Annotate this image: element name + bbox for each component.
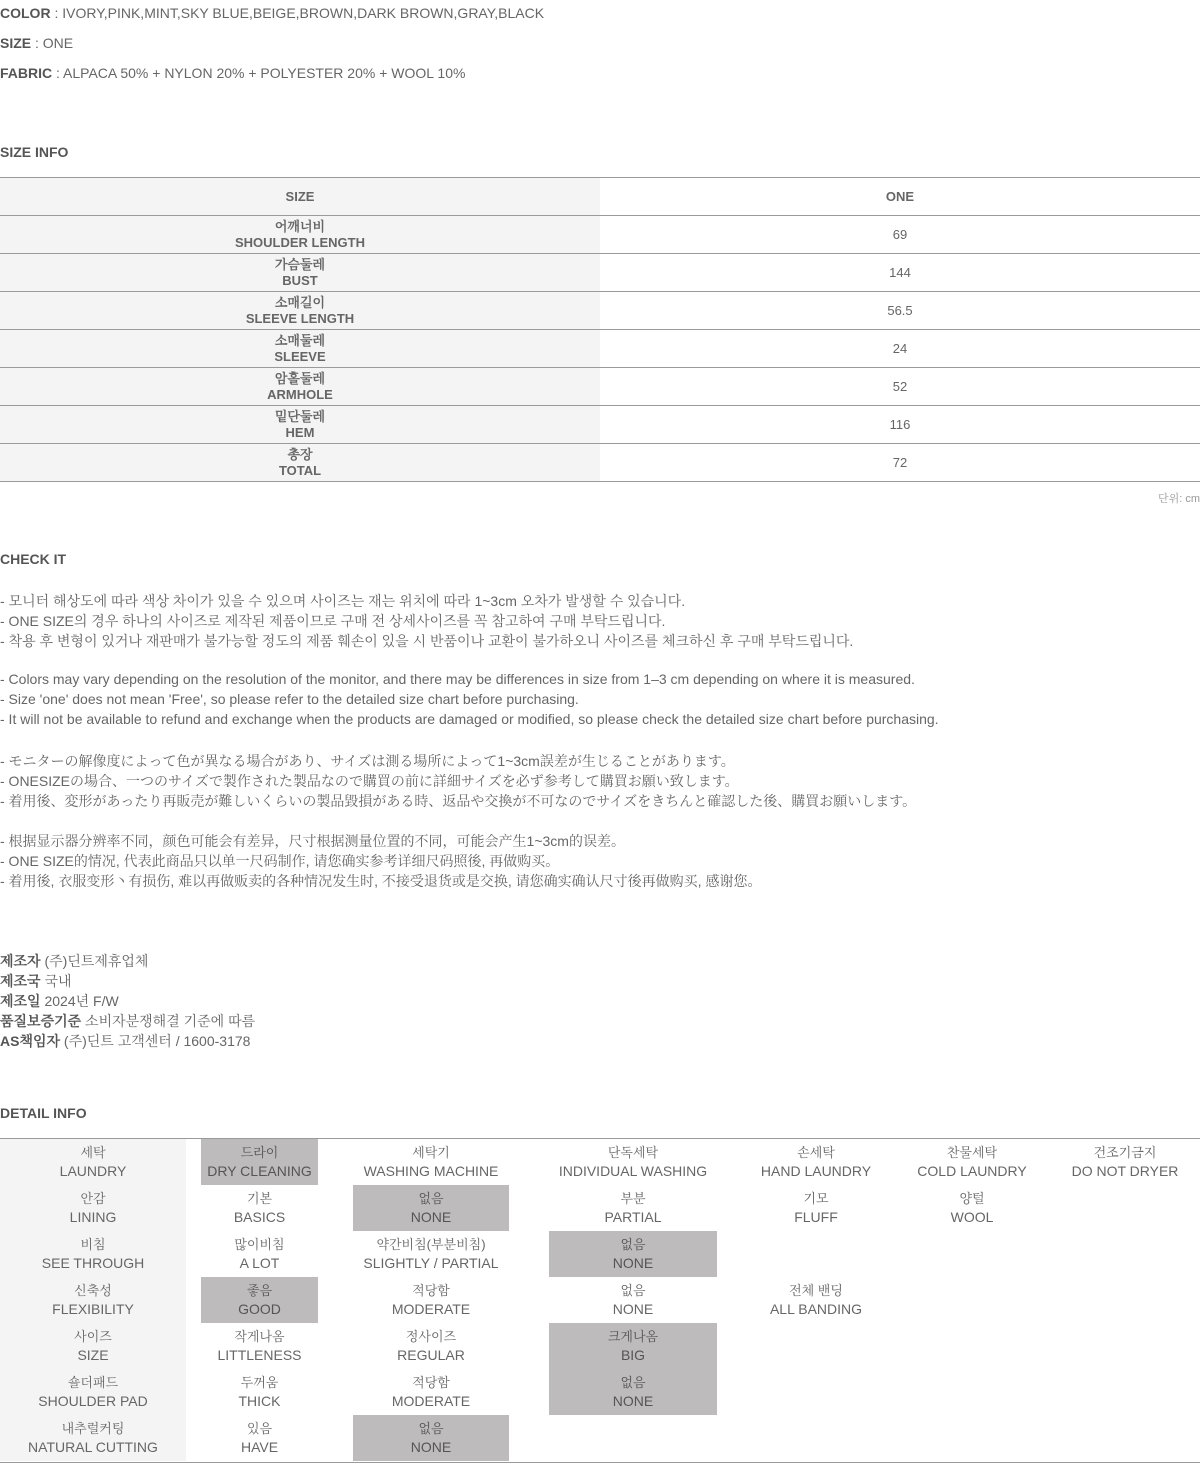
detail-option-ko: 찬물세탁 <box>946 1145 998 1160</box>
detail-row-header <box>0 1185 186 1231</box>
manufacturer-value: 국내 <box>40 973 72 989</box>
fabric-label: FABRIC <box>0 65 53 81</box>
note-line: - ONESIZEの場合、一つのサイズで製作された製品なので購買の前に詳細サイズを必ず参考して購買お願い致します。 <box>0 773 739 789</box>
color-value: : IVORY,PINK,MINT,SKY BLUE,BEIGE,BROWN,DARK BROWN,GRAY,BLACK <box>50 5 545 21</box>
detail-option-ko: 크게나옴 <box>607 1329 659 1344</box>
detail-option-en: PARTIAL <box>604 1209 662 1225</box>
detail-option-en: WOOL <box>950 1209 994 1225</box>
size-row-ko: 밑단둘레 <box>274 408 326 424</box>
detail-option-en: NONE <box>612 1255 654 1271</box>
detail-option <box>1050 1139 1200 1185</box>
size-row <box>0 444 1200 482</box>
detail-row-header <box>0 1415 186 1461</box>
detail-option-ko: 정사이즈 <box>405 1329 457 1344</box>
detail-option-selected <box>549 1231 717 1277</box>
detail-option-en: LITTLENESS <box>217 1347 302 1363</box>
detail-option-en: COLD LAUNDRY <box>917 1163 1027 1179</box>
detail-option-ko: 건조기금지 <box>1093 1145 1157 1160</box>
color-spec <box>0 5 544 21</box>
detail-option <box>549 1277 717 1323</box>
size-info-title: SIZE INFO <box>0 144 69 160</box>
detail-option-en: INDIVIDUAL WASHING <box>558 1163 708 1179</box>
size-row-label <box>0 292 600 329</box>
detail-option-en: NONE <box>410 1439 452 1455</box>
note-line: - ONE SIZE의 경우 하나의 사이즈로 제작된 제품이므로 구매 전 상세사이즈를 꼭 참고하여 구매 부탁드립니다. <box>0 613 666 629</box>
detail-row-header <box>0 1323 186 1369</box>
detail-option-en: A LOT <box>239 1255 280 1271</box>
detail-option-ko: 양털 <box>959 1191 985 1206</box>
detail-row <box>0 1369 1200 1415</box>
detail-option-en: NONE <box>612 1393 654 1409</box>
detail-row <box>0 1323 1200 1369</box>
detail-option <box>891 1185 1053 1231</box>
size-row <box>0 406 1200 444</box>
size-row-en: SHOULDER LENGTH <box>235 234 365 250</box>
note-line: - 모니터 해상도에 따라 색상 차이가 있을 수 있으며 사이즈는 재는 위치에 따라 1~3cm 오차가 발생할 수 있습니다. <box>0 593 686 609</box>
size-row <box>0 292 1200 330</box>
detail-option-ko: 있음 <box>246 1421 273 1436</box>
detail-option-en: NONE <box>612 1301 654 1317</box>
size-header-value: ONE <box>885 189 915 204</box>
detail-option-ko: 단독세탁 <box>607 1145 659 1160</box>
size-spec <box>0 35 73 51</box>
detail-option-selected <box>201 1139 318 1185</box>
manufacturer-line <box>0 991 119 1011</box>
detail-option-en: SHOULDER PAD <box>38 1393 148 1409</box>
detail-option <box>201 1185 318 1231</box>
detail-option-en: REGULAR <box>397 1347 465 1363</box>
size-row-label <box>0 216 600 253</box>
note-line: - Colors may vary depending on the resolution of the monitor, and there may be differences in size from 1–3 cm depending on where it is measured. <box>0 671 915 687</box>
detail-option-en: SIZE <box>77 1347 109 1363</box>
detail-option-en: MODERATE <box>391 1301 471 1317</box>
detail-option-ko: 약간비침(부분비침) <box>376 1237 486 1252</box>
detail-option-ko: 없음 <box>620 1283 646 1298</box>
manufacturer-value: 소비자분쟁해결 기준에 따름 <box>81 1013 256 1029</box>
detail-option <box>201 1231 318 1277</box>
detail-option <box>549 1185 717 1231</box>
size-row-value: 72 <box>892 455 908 470</box>
detail-option-ko: 기모 <box>803 1191 829 1206</box>
size-row-ko: 소매길이 <box>274 294 326 310</box>
size-row <box>0 368 1200 406</box>
detail-option-en: LAUNDRY <box>59 1163 127 1179</box>
detail-option-ko: 없음 <box>418 1191 444 1206</box>
detail-row-header <box>0 1139 186 1185</box>
detail-row <box>0 1415 1200 1461</box>
size-label: SIZE <box>0 35 32 51</box>
detail-option-ko: 적당함 <box>412 1375 450 1390</box>
detail-option-ko: 적당함 <box>412 1283 450 1298</box>
detail-option-ko: 두꺼움 <box>240 1375 279 1390</box>
detail-option <box>891 1139 1053 1185</box>
check-it-title: CHECK IT <box>0 551 67 567</box>
note-line: - ONE SIZE的情况, 代表此商品只以单一尺码制作, 请您确实参考详细尺码照後, 再做购买。 <box>0 853 560 869</box>
size-row-value: 52 <box>892 379 908 394</box>
detail-option-ko: 없음 <box>620 1375 646 1390</box>
size-row-value: 69 <box>892 227 908 242</box>
size-row-en: HEM <box>285 424 315 440</box>
detail-option-ko: 사이즈 <box>74 1329 112 1344</box>
fabric-value: : ALPACA 50% + NYLON 20% + POLYESTER 20% + WOOL 10% <box>52 65 466 81</box>
size-row <box>0 216 1200 254</box>
detail-option-en: THICK <box>238 1393 281 1409</box>
detail-option-en: FLUFF <box>794 1209 838 1225</box>
manufacturer-value: (주)딘트제휴업체 <box>40 953 149 969</box>
detail-option-ko: 비침 <box>80 1237 106 1252</box>
detail-option <box>741 1139 891 1185</box>
size-row-ko: 암홀둘레 <box>274 370 326 386</box>
note-line: - モニターの解像度によって色が異なる場合があり、サイズは測る場所によって1~3cm誤差が生じることがあります。 <box>0 753 735 769</box>
note-line: - 着用後、変形があったり再販売が難しいくらいの製品毀損がある時、返品や交換が不可なのでサイズをきちんと確認した後、購買お願いします。 <box>0 793 917 809</box>
detail-option-ko: 내추럴커팅 <box>61 1421 125 1436</box>
size-value: : ONE <box>31 35 74 51</box>
manufacturer-label: 제조자 <box>0 953 41 969</box>
detail-row-header <box>0 1277 186 1323</box>
detail-option <box>201 1323 318 1369</box>
detail-option-en: BASICS <box>233 1209 286 1225</box>
detail-option-selected <box>353 1185 509 1231</box>
detail-row-header <box>0 1369 186 1415</box>
detail-option-en: WASHING MACHINE <box>363 1163 499 1179</box>
size-row-value: 116 <box>889 417 911 432</box>
detail-option <box>549 1139 717 1185</box>
detail-option <box>741 1277 891 1323</box>
note-line: - It will not be available to refund and exchange when the products are damaged or modified, so please check the detailed size chart before purchasing. <box>0 711 939 727</box>
color-label: COLOR <box>0 5 51 21</box>
detail-option-ko: 신축성 <box>74 1283 112 1298</box>
detail-option <box>353 1277 509 1323</box>
manufacturer-label: 제조국 <box>0 973 41 989</box>
detail-option-en: GOOD <box>238 1301 281 1317</box>
note-line: - 着用後, 衣服变形丶有损伤, 难以再做贩卖的各种情况发生时, 不接受退货或是交换, 请您确实确认尺寸後再做购买, 感谢您。 <box>0 873 762 889</box>
detail-option-ko: 좋음 <box>246 1283 273 1298</box>
detail-option-en: BIG <box>620 1347 646 1363</box>
detail-option-ko: 많이비침 <box>234 1237 285 1252</box>
detail-option <box>353 1323 509 1369</box>
manufacturer-line <box>0 971 72 991</box>
detail-option-ko: 손세탁 <box>797 1145 835 1160</box>
detail-option-en: MODERATE <box>391 1393 471 1409</box>
detail-option-ko: 없음 <box>418 1421 444 1436</box>
detail-row <box>0 1139 1200 1185</box>
detail-option-ko: 작게나옴 <box>234 1329 285 1344</box>
manufacturer-line <box>0 1031 250 1051</box>
size-row-ko: 총장 <box>287 446 313 462</box>
size-row-label <box>0 254 600 291</box>
detail-option-ko: 드라이 <box>240 1145 279 1160</box>
detail-option-selected <box>549 1369 717 1415</box>
size-table-header <box>0 178 1200 216</box>
size-row-label <box>0 444 600 481</box>
manufacturer-line <box>0 951 148 971</box>
size-row-ko: 어깨너비 <box>274 218 326 234</box>
detail-option-en: SEE THROUGH <box>41 1255 145 1271</box>
detail-option-en: HAVE <box>240 1439 279 1455</box>
detail-option-selected <box>353 1415 509 1461</box>
size-header-label: SIZE <box>0 178 600 215</box>
detail-option-ko: 전체 밴딩 <box>789 1283 843 1298</box>
detail-option-en: NATURAL CUTTING <box>28 1439 158 1455</box>
unit-label: 단위: cm <box>1157 493 1200 505</box>
size-row-ko: 소매둘레 <box>274 332 326 348</box>
detail-row <box>0 1277 1200 1323</box>
size-row-label <box>0 330 600 367</box>
detail-option-en: LINING <box>69 1209 117 1225</box>
size-row <box>0 330 1200 368</box>
manufacturer-label: 제조일 <box>0 993 41 1009</box>
detail-option-ko: 없음 <box>620 1237 646 1252</box>
size-row-value: 56.5 <box>887 303 913 318</box>
detail-option-ko: 부분 <box>620 1191 646 1206</box>
detail-option-ko: 세탁기 <box>412 1145 450 1160</box>
fabric-spec <box>0 65 465 81</box>
note-line: - 根据显示器分辨率不同，颜色可能会有差异，尺寸根据测量位置的不同，可能会产生1~3cm的误差。 <box>0 833 625 849</box>
size-row-label <box>0 368 600 405</box>
detail-option-en: FLEXIBILITY <box>52 1301 134 1317</box>
detail-info-title: DETAIL INFO <box>0 1105 87 1121</box>
manufacturer-value: (주)딘트 고객센터 / 1600-3178 <box>60 1033 251 1049</box>
note-line: - Size 'one' does not mean 'Free', so please refer to the detailed size chart before purchasing. <box>0 691 579 707</box>
detail-option-ko: 숄더패드 <box>67 1375 119 1390</box>
detail-option-en: DRY CLEANING <box>207 1163 312 1179</box>
detail-option-en: NONE <box>410 1209 452 1225</box>
detail-option-en: HAND LAUNDRY <box>760 1163 872 1179</box>
detail-option-ko: 기본 <box>246 1191 273 1206</box>
size-row-ko: 가슴둘레 <box>274 256 326 272</box>
detail-option <box>353 1369 509 1415</box>
note-line: - 착용 후 변형이 있거나 재판매가 불가능할 정도의 제품 훼손이 있을 시 반품이나 교환이 불가하오니 사이즈를 체크하신 후 구매 부탁드립니다. <box>0 633 854 649</box>
size-row <box>0 254 1200 292</box>
manufacturer-label: 품질보증기준 <box>0 1013 82 1029</box>
detail-option-ko: 세탁 <box>80 1145 106 1160</box>
size-row-en: BUST <box>282 272 318 288</box>
size-row-label <box>0 406 600 443</box>
detail-row <box>0 1185 1200 1231</box>
detail-option <box>201 1369 318 1415</box>
detail-option-selected <box>549 1323 717 1369</box>
size-table <box>0 177 1200 482</box>
manufacturer-line <box>0 1011 255 1031</box>
size-row-en: SLEEVE LENGTH <box>245 310 355 326</box>
manufacturer-label: AS책임자 <box>0 1033 61 1049</box>
detail-option-en: ALL BANDING <box>769 1301 863 1317</box>
size-row-en: TOTAL <box>278 462 322 478</box>
size-row-value: 144 <box>889 265 911 280</box>
detail-table <box>0 1138 1200 1463</box>
detail-option <box>201 1415 318 1461</box>
detail-option-en: DO NOT DRYER <box>1071 1163 1179 1179</box>
detail-option <box>741 1185 891 1231</box>
detail-row <box>0 1231 1200 1277</box>
detail-option-selected <box>201 1277 318 1323</box>
detail-option <box>353 1139 509 1185</box>
size-row-value: 24 <box>892 341 908 356</box>
detail-row-header <box>0 1231 186 1277</box>
manufacturer-value: 2024년 F/W <box>40 993 119 1009</box>
size-row-en: SLEEVE <box>274 348 326 364</box>
detail-option-en: SLIGHTLY / PARTIAL <box>363 1255 499 1271</box>
detail-option-ko: 안감 <box>80 1191 106 1206</box>
detail-option <box>353 1231 509 1277</box>
size-row-en: ARMHOLE <box>267 386 333 402</box>
